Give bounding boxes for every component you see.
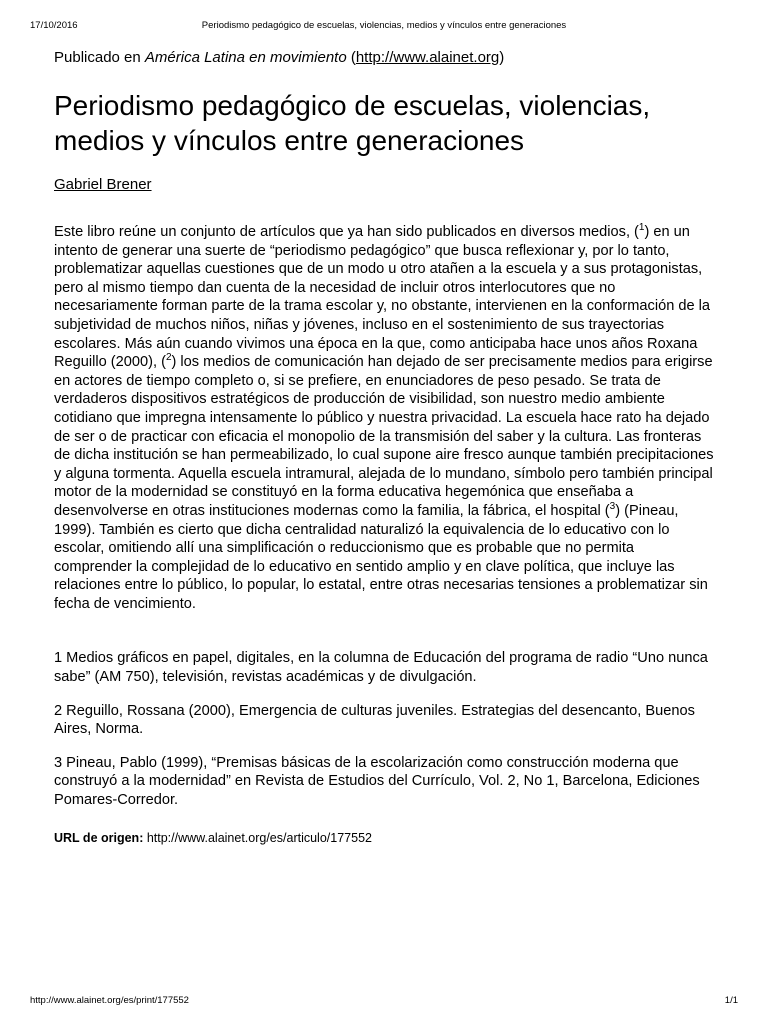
publication-open-paren: (	[346, 49, 356, 66]
footnote-3: 3 Pineau, Pablo (1999), “Premisas básicas de la escolarización como construcción moderna que construyó a la modernidad” en Revista de Estudios del Currículo, Vol. 2, No 1, Barcelona, Ediciones Pomares-Corredor.	[54, 754, 700, 809]
article-title: Periodismo pedagógico de escuelas, violencias, medios y vínculos entre generaciones	[54, 90, 651, 156]
body-segment-1: Este libro reúne un conjunto de artículos que ya han sido publicados en diversos medios, (	[54, 224, 639, 240]
footnote-ref-3[interactable]: 3	[609, 501, 616, 513]
footnote-ref-1[interactable]: 1	[638, 222, 645, 234]
print-url: http://www.alainet.org/es/print/177552	[30, 995, 189, 1006]
publication-source: América Latina en movimiento	[144, 49, 347, 66]
publication-link[interactable]: http://www.alainet.org	[355, 49, 500, 66]
article-body	[54, 223, 714, 613]
origin-label: URL de origen:	[54, 830, 144, 845]
author-line	[54, 175, 714, 195]
origin-url-line	[54, 831, 714, 845]
origin-url[interactable]: http://www.alainet.org/es/articulo/177552	[143, 830, 372, 845]
publication-line	[54, 48, 714, 68]
footnote-ref-2[interactable]: 2	[165, 352, 172, 364]
body-segment-2: ) en un intento de generar una suerte de “periodismo pedagógico” que busca reflexionar y, por lo tanto, problematizar aquellas cuestiones que de un modo u otro atañen a la escuela y a sus protagonistas, pero al mismo tiempo dan cuenta de la necesidad de incluir otros interlocutores que no necesariamente forman parte de la trama escolar y, no obstante, intervienen en la conformación de la subjetividad de muchos niños, niñas y jóvenes, incluso en el sostenimiento de sus trayectorias escolares. Más aún cuando vivimos una época en la que, como anticipaba hace unos años Roxana Reguillo (2000), (	[54, 224, 711, 371]
author-link[interactable]: Gabriel Brener	[54, 176, 152, 193]
article-content	[54, 48, 714, 845]
print-footer	[30, 995, 738, 1007]
page-number: 1/1	[724, 995, 738, 1006]
publication-close-paren: )	[499, 49, 505, 66]
publication-prefix: Publicado en	[54, 49, 145, 66]
footnote-2: 2 Reguillo, Rossana (2000), Emergencia de culturas juveniles. Estrategias del desencanto, Buenos Aires, Norma.	[54, 702, 695, 738]
footnotes	[54, 649, 714, 809]
body-segment-3: ) los medios de comunicación han dejado de ser precisamente medios para erigirse en actores de tiempo completo o, si se prefiere, en enunciadores de peso pesado. Se trata de verdaderos dispositivos estratégicos de producción de visibilidad, son nuestro medio ambiente cotidiano que impregna intensamente lo público y nuestra privacidad. La escuela hace rato ha dejado de ser o de practicar con eficacia el monopolio de la transmisión del saber y la cultura. Las fronteras de dicha institución se han permeabilizado, lo cual supone aire fresco aunque también precipitaciones y alguna tormenta. Aquella escuela intramural, alejada de lo mundano, símbolo pero también principal motor de la modernidad se constituyó en la forma educativa hegemónica que enseñaba a desenvolverse en otras instituciones modernas como la familia, la fábrica, el hospital (	[54, 354, 714, 519]
print-title: Periodismo pedagógico de escuelas, violencias, medios y vínculos entre generaciones	[201, 20, 567, 31]
print-date: 17/10/2016	[30, 20, 78, 31]
footnote-1: 1 Medios gráficos en papel, digitales, en la columna de Educación del programa de radio “Uno nunca sabe” (AM 750), televisión, revistas académicas y de divulgación.	[54, 650, 708, 686]
body-segment-4: ) (Pineau, 1999). También es cierto que dicha centralidad naturalizó la equivalencia de lo educativo con lo escolar, omitiendo allí una simplificación o reduccionismo que es probable que no permita comprender la complejidad de lo educativo en sentido amplio y en clave política, que incluye las relaciones entre lo público, lo popular, lo estatal, entre otras necesarias tensiones a problematizar sin fecha de vencimiento.	[54, 502, 708, 612]
print-header	[30, 20, 738, 32]
